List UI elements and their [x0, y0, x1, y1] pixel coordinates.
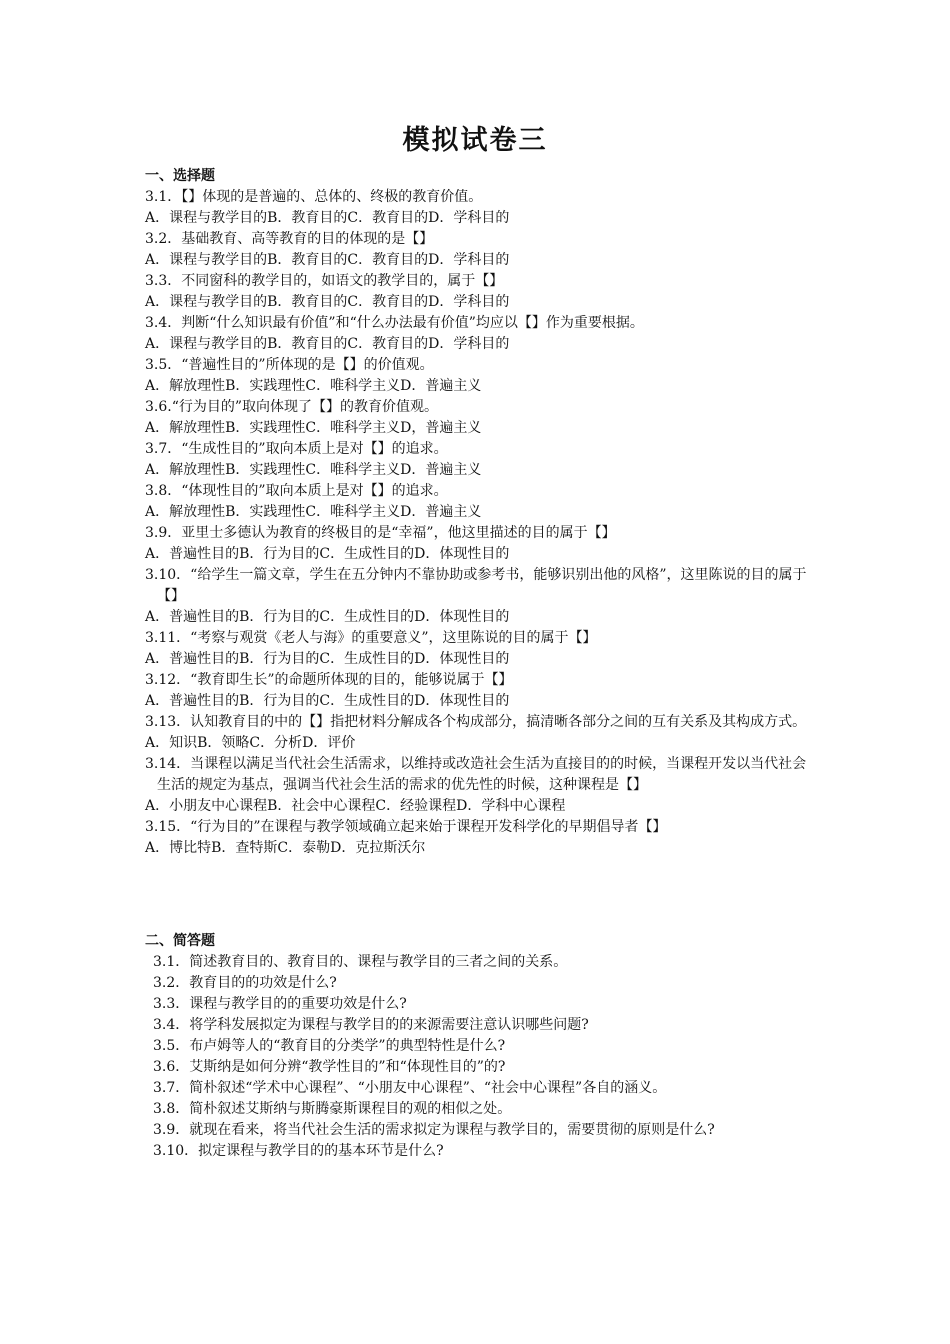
section-heading-short-answer: 二、简答题	[145, 933, 215, 949]
options-3-14: A．小朋友中心课程B．社会中心课程C．经验课程D．学科中心课程	[145, 798, 566, 814]
question-3-3: 3.3．不同窗科的教学目的，如语文的教学目的，属于【】	[145, 273, 504, 289]
options-3-12: A．普遍性目的B．行为目的C．生成性目的D．体现性目的	[145, 693, 510, 709]
options-3-11: A．普遍性目的B．行为目的C．生成性目的D．体现性目的	[145, 651, 510, 667]
options-3-1: A．课程与教学目的B．教育目的C．教育目的D．学科目的	[145, 210, 510, 226]
short-answer-3-5: 3.5．布卢姆等人的“教育目的分类学”的典型特性是什么?	[153, 1038, 506, 1054]
question-3-7: 3.7．“生成性目的”取向本质上是对【】的追求。	[145, 441, 448, 457]
short-answer-3-1: 3.1．简述教育目的、教育目的、课程与教学目的三者之间的关系。	[153, 954, 568, 970]
options-3-6: A．解放理性B．实践理性C．唯科学主义D，普遍主义	[145, 420, 482, 436]
short-answer-3-8: 3.8．简朴叙述艾斯纳与斯腾豪斯课程目的观的相似之处。	[153, 1101, 512, 1117]
question-3-14: 3.14．当课程以满足当代社会生活需求，以维持或改造社会生活为直接目的的时候，当课程开发以当代社会生活的规定为基点，强调当代社会生活的需求的优先性的时候，这种课程是【】	[145, 756, 807, 793]
question-3-11: 3.11．“考察与观赏《老人与海》的重要意义”，这里陈说的目的属于【】	[145, 630, 597, 646]
short-answer-3-9: 3.9．就现在看来，将当代社会生活的需求拟定为课程与教学目的，需要贯彻的原则是什么?	[153, 1122, 715, 1138]
short-answer-3-3: 3.3．课程与教学目的的重要功效是什么?	[153, 996, 407, 1012]
question-3-4: 3.4．判断“什么知识最有价值”和“什么办法最有价值”均应以【】作为重要根据。	[145, 315, 644, 331]
question-3-6: 3.6.“行为目的”取向体现了【】的教育价值观。	[145, 399, 439, 415]
question-3-9: 3.9．亚里士多德认为教育的终极目的是“幸福”，他这里描述的目的属于【】	[145, 525, 616, 541]
options-3-9: A．普遍性目的B．行为目的C．生成性目的D．体现性目的	[145, 546, 510, 562]
question-3-2: 3.2．基础教育、高等教育的目的体现的是【】	[145, 231, 434, 247]
options-3-2: A．课程与教学目的B．教育目的C．教育目的D．学科目的	[145, 252, 510, 268]
options-3-15: A．博比特B．查特斯C．泰勒D．克拉斯沃尔	[145, 840, 426, 856]
options-3-7: A．解放理性B．实践理性C．唯科学主义D．普遍主义	[145, 462, 482, 478]
page-title: 模拟试卷三	[402, 125, 548, 156]
multiple-choice-section	[145, 166, 815, 859]
question-3-15: 3.15．“行为目的”在课程与教学领域确立起来始于课程开发科学化的早期倡导者【】	[145, 819, 667, 835]
question-3-1: 3.1．【】体现的是普遍的、总体的、终极的教育价值。	[145, 189, 483, 205]
question-3-13: 3.13．认知教育目的中的【】指把材料分解成各个构成部分，搞清晰各部分之间的互有关系及其构成方式。	[145, 714, 807, 730]
question-3-5: 3.5．“普遍性目的”所体现的是【】的价值观。	[145, 357, 434, 373]
section-heading-choice: 一、选择题	[145, 168, 215, 184]
question-3-12: 3.12．“教育即生长”的命题所体现的目的，能够说属于【】	[145, 672, 513, 688]
short-answer-3-4: 3.4．将学科发展拟定为课程与教学目的的来源需要注意认识哪些问题?	[153, 1017, 589, 1033]
short-answer-3-7: 3.7．简朴叙述“学术中心课程”、“小朋友中心课程”、“社会中心课程”各自的涵义。	[153, 1080, 667, 1096]
short-answer-section	[145, 931, 815, 1162]
question-3-8: 3.8．“体现性目的”取向本质上是对【】的追求。	[145, 483, 448, 499]
options-3-4: A．课程与教学目的B．教育目的C．教育目的D．学科目的	[145, 336, 510, 352]
options-3-10: A．普遍性目的B．行为目的C．生成性目的D．体现性目的	[145, 609, 510, 625]
question-3-10: 3.10．“给学生一篇文章，学生在五分钟内不靠协助或参考书，能够识别出他的风格”，这里陈说的目的属于【】	[145, 567, 807, 604]
options-3-3: A．课程与教学目的B．教育目的C．教育目的D．学科目的	[145, 294, 510, 310]
options-3-13: A．知识B．领略C．分析D．评价	[145, 735, 356, 751]
options-3-5: A．解放理性B．实践理性C．唯科学主义D．普遍主义	[145, 378, 482, 394]
short-answer-3-6: 3.6．艾斯纳是如何分辨“教学性目的”和“体现性目的”的?	[153, 1059, 506, 1075]
short-answer-list	[145, 952, 815, 1162]
short-answer-3-2: 3.2．教育目的的功效是什么?	[153, 975, 337, 991]
short-answer-3-10: 3.10．拟定课程与教学目的的基本环节是什么?	[153, 1143, 444, 1159]
options-3-8: A．解放理性B．实践理性C．唯科学主义D．普遍主义	[145, 504, 482, 520]
